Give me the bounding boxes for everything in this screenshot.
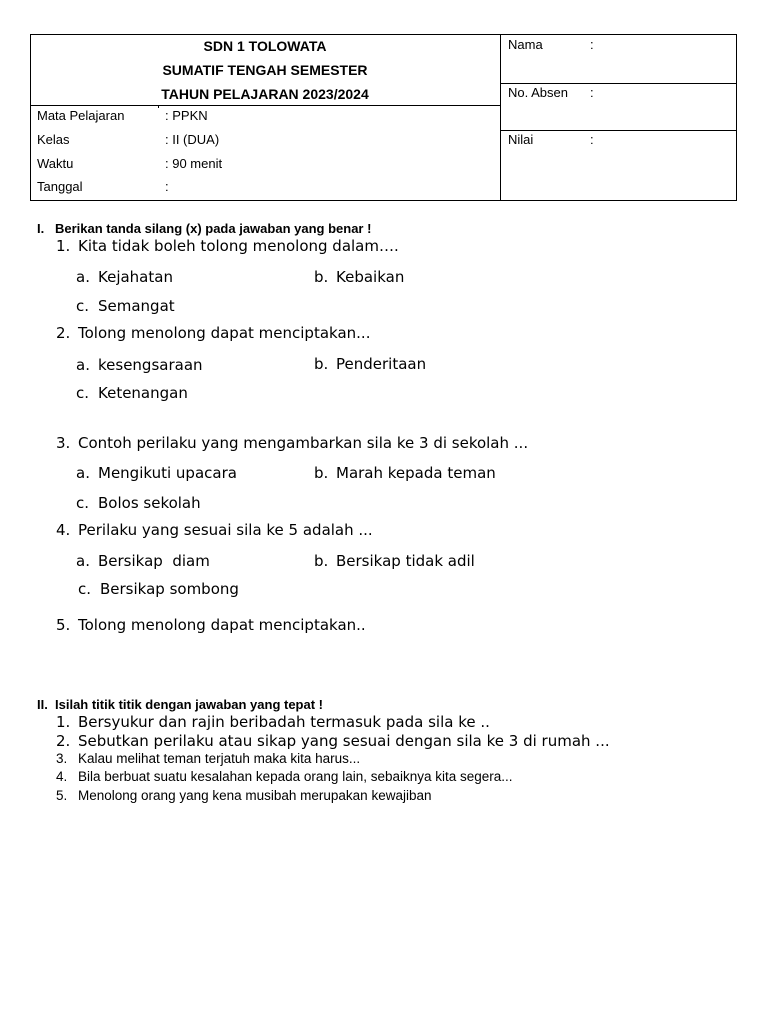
- question-text: Sebutkan perilaku atau sikap yang sesuai dengan sila ke 3 di rumah ...: [78, 732, 610, 750]
- option-letter: a.: [76, 356, 90, 374]
- info-label: Kelas: [37, 132, 70, 147]
- info-label: Mata Pelajaran: [37, 108, 125, 123]
- question-4: [56, 521, 373, 539]
- section-1-heading: [37, 221, 371, 236]
- option-letter: a.: [76, 552, 90, 570]
- question-text: Kita tidak boleh tolong menolong dalam….: [78, 237, 399, 255]
- question-text: Contoh perilaku yang mengambarkan sila ke 3 di sekolah ...: [78, 434, 529, 452]
- option-text: Marah kepada teman: [336, 464, 496, 482]
- header-divider: [500, 130, 737, 131]
- option-text: kesengsaraan: [98, 356, 203, 374]
- question-number: 2.: [56, 732, 71, 750]
- option-letter: a.: [76, 464, 90, 482]
- option-text: Semangat: [98, 297, 175, 315]
- option-a: [76, 356, 203, 374]
- academic-year: TAHUN PELAJARAN 2023/2024: [161, 86, 369, 102]
- info-value: :: [165, 179, 169, 194]
- absen-colon: :: [590, 85, 594, 100]
- fill-question-1: [56, 713, 490, 731]
- option-letter: a.: [76, 268, 90, 286]
- name-colon: :: [590, 37, 594, 52]
- question-number: 5.: [56, 616, 71, 634]
- header-table: [30, 34, 737, 201]
- question-number: 1.: [56, 713, 71, 731]
- nilai-label: Nilai: [508, 132, 534, 147]
- question-number: 3.: [56, 434, 71, 452]
- option-letter: b.: [314, 552, 329, 570]
- option-text: Bersikap tidak adil: [336, 552, 475, 570]
- info-label: Tanggal: [37, 179, 83, 194]
- question-text: Menolong orang yang kena musibah merupakan kewajiban: [78, 788, 432, 803]
- header-divider: [158, 105, 159, 108]
- question-1: [56, 237, 399, 255]
- option-a: [76, 464, 237, 482]
- option-letter: c.: [76, 384, 90, 402]
- question-2: [56, 324, 370, 342]
- option-b: [314, 268, 404, 286]
- option-letter: b.: [314, 464, 329, 482]
- option-text: Bolos sekolah: [98, 494, 201, 512]
- option-text: Bersikap sombong: [100, 580, 239, 598]
- question-number: 2.: [56, 324, 71, 342]
- section-number: I.: [37, 221, 45, 236]
- option-b: [314, 552, 475, 570]
- fill-question-5: [56, 788, 431, 803]
- nilai-colon: :: [590, 132, 594, 147]
- question-number: 4.: [56, 521, 71, 539]
- question-text: Bila berbuat suatu kesalahan kepada orang lain, sebaiknya kita segera...: [78, 769, 513, 784]
- option-text: Kebaikan: [336, 268, 405, 286]
- option-a: [76, 268, 173, 286]
- section-2-heading: [37, 697, 323, 712]
- option-letter: b.: [314, 268, 329, 286]
- section-number: II.: [37, 697, 48, 712]
- question-text: Tolong menolong dapat menciptakan..: [78, 616, 366, 634]
- option-text: Mengikuti upacara: [98, 464, 237, 482]
- option-text: Penderitaan: [336, 355, 427, 373]
- option-b: [314, 464, 496, 482]
- question-number: 5.: [56, 788, 68, 803]
- exam-title: SUMATIF TENGAH SEMESTER: [162, 62, 368, 78]
- option-text: Bersikap diam: [98, 552, 210, 570]
- option-text: Kejahatan: [98, 268, 173, 286]
- section-title: Berikan tanda silang (x) pada jawaban yang benar !: [55, 221, 372, 236]
- question-5: [56, 616, 366, 634]
- option-c: [76, 384, 188, 402]
- option-c: [78, 580, 239, 598]
- option-b: [314, 355, 426, 373]
- option-letter: c.: [76, 297, 90, 315]
- option-letter: c.: [76, 494, 90, 512]
- option-c: [76, 297, 175, 315]
- question-text: Tolong menolong dapat menciptakan...: [78, 324, 371, 342]
- section-title: Isilah titik titik dengan jawaban yang tepat !: [55, 697, 323, 712]
- info-value: : II (DUA): [165, 132, 220, 147]
- question-text: Perilaku yang sesuai sila ke 5 adalah ...: [78, 521, 373, 539]
- question-number: 3.: [56, 751, 68, 766]
- header-divider: [30, 105, 501, 106]
- info-value: : 90 menit: [165, 156, 223, 171]
- question-number: 1.: [56, 237, 71, 255]
- option-text: Ketenangan: [98, 384, 188, 402]
- option-letter: c.: [78, 580, 92, 598]
- option-c: [76, 494, 201, 512]
- header-divider: [500, 34, 501, 201]
- fill-question-4: [56, 769, 513, 784]
- school-name: SDN 1 TOLOWATA: [203, 38, 327, 54]
- option-letter: b.: [314, 355, 329, 373]
- absen-label: No. Absen: [508, 85, 568, 100]
- info-value: : PPKN: [165, 108, 208, 123]
- question-3: [56, 434, 528, 452]
- option-a: [76, 552, 210, 570]
- name-label: Nama: [508, 37, 543, 52]
- header-divider: [500, 83, 737, 84]
- fill-question-2: [56, 732, 610, 750]
- question-text: Bersyukur dan rajin beribadah termasuk pada sila ke ..: [78, 713, 490, 731]
- question-number: 4.: [56, 769, 68, 784]
- info-label: Waktu: [37, 156, 74, 171]
- fill-question-3: [56, 751, 360, 766]
- question-text: Kalau melihat teman terjatuh maka kita harus...: [78, 751, 361, 766]
